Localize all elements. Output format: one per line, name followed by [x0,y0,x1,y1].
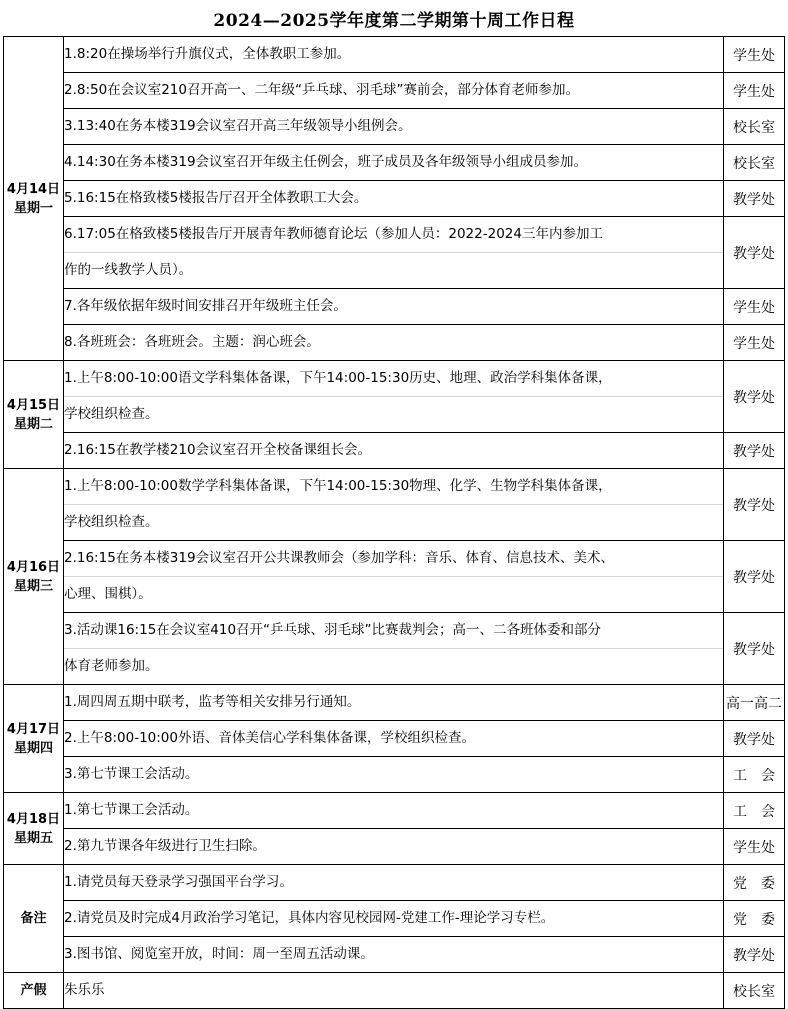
schedule-body [4,37,785,1009]
department-cell: 教学处 [724,937,785,973]
item-text-line: 3.第七节课工会活动。 [64,766,199,782]
schedule-item [64,613,724,685]
schedule-item [64,973,724,1009]
day-date: 4月14日 [6,181,61,197]
day-cell [4,469,64,685]
schedule-item [64,145,724,181]
item-text-line: 6.17:05在格致楼5楼报告厅开展青年教师德育论坛（参加人员：2022-2024三年内参加工 [64,217,723,253]
day-date: 4月15日 [6,397,61,413]
department-cell: 学生处 [724,829,785,865]
page-title: 2024—2025学年度第二学期第十周工作日程 [213,10,575,31]
schedule-item [64,721,724,757]
item-text-line: 2.16:15在教学楼210会议室召开全校备课组长会。 [64,442,372,458]
day-cell [4,793,64,865]
table-row [4,145,785,181]
table-row [4,541,785,613]
schedule-item [64,829,724,865]
schedule-item [64,37,724,73]
item-text-line: 学校组织检查。 [64,514,159,530]
schedule-item [64,361,724,433]
department-cell: 学生处 [724,289,785,325]
day-weekday: 星期一 [13,200,53,216]
department-cell: 教学处 [724,721,785,757]
item-text-line: 2.上午8:00-10:00外语、音体美信心学科集体备课，学校组织检查。 [64,730,475,746]
schedule-item [64,901,724,937]
schedule-item [64,469,724,541]
department-cell: 教学处 [724,217,785,289]
table-row [4,181,785,217]
table-row [4,721,785,757]
day-cell [4,685,64,793]
table-row [4,73,785,109]
table-row [4,613,785,685]
item-text-line: 1.8:20在操场举行升旗仪式，全体教职工参加。 [64,46,351,62]
table-row [4,793,785,829]
day-date: 产假 [20,983,47,998]
table-row [4,901,785,937]
table-row [4,469,785,541]
item-text-line: 2.16:15在务本楼319会议室召开公共课教师会（参加学科：音乐、体育、信息技术、美术、 [64,541,723,577]
item-text-line: 3.图书馆、阅览室开放，时间：周一至周五活动课。 [64,946,374,962]
item-text-line: 朱乐乐 [64,982,105,998]
day-cell [4,361,64,469]
item-text-line: 1.上午8:00-10:00语文学科集体备课，下午14:00-15:30历史、地理、政治学科集体备课， [64,361,723,397]
item-text-line: 8.各班班会：各班班会。主题：润心班会。 [64,334,320,350]
day-cell [4,865,64,973]
schedule-item [64,181,724,217]
day-date: 备注 [20,911,47,926]
day-weekday: 星期三 [13,578,53,594]
table-row [4,361,785,433]
day-date: 4月16日 [6,559,61,575]
department-cell: 高一高二 [724,685,785,721]
item-text-line: 作的一线教学人员）。 [64,262,193,278]
table-row [4,217,785,289]
department-cell: 工 会 [724,757,785,793]
schedule-item [64,433,724,469]
schedule-item [64,541,724,613]
item-text-line: 2.第九节课各年级进行卫生扫除。 [64,838,266,854]
day-weekday: 星期四 [13,740,53,756]
table-row [4,325,785,361]
item-text-line: 1.周四周五期中联考，监考等相关安排另行通知。 [64,694,361,710]
department-cell: 教学处 [724,469,785,541]
table-row [4,829,785,865]
department-cell: 教学处 [724,541,785,613]
table-row [4,433,785,469]
item-text-line: 体育老师参加。 [64,658,159,674]
item-text-line: 1.请党员每天登录学习强国平台学习。 [64,874,293,890]
schedule-table [3,36,785,1009]
day-cell [4,973,64,1009]
day-weekday: 星期五 [13,830,53,846]
schedule-item [64,793,724,829]
item-text-line: 3.13:40在务本楼319会议室召开高三年级领导小组例会。 [64,118,412,134]
table-row [4,289,785,325]
item-text-line: 1.第七节课工会活动。 [64,802,199,818]
item-text-line: 1.上午8:00-10:00数学学科集体备课，下午14:00-15:30物理、化学、生物学科集体备课， [64,469,723,505]
schedule-item [64,865,724,901]
day-date: 4月18日 [6,811,61,827]
item-text-line: 心理、围棋）。 [64,586,152,602]
item-text-line: 4.14:30在务本楼319会议室召开年级主任例会，班子成员及各年级领导小组成员参加。 [64,154,588,170]
item-text-line: 2.请党员及时完成4月政治学习笔记，具体内容见校园网-党建工作-理论学习专栏。 [64,910,555,926]
table-row [4,865,785,901]
schedule-item [64,757,724,793]
department-cell: 校长室 [724,145,785,181]
schedule-item [64,325,724,361]
table-row [4,37,785,73]
department-cell: 学生处 [724,37,785,73]
day-cell [4,37,64,361]
item-text-line: 5.16:15在格致楼5楼报告厅召开全体教职工大会。 [64,190,368,206]
department-cell: 工 会 [724,793,785,829]
department-cell: 教学处 [724,613,785,685]
item-text-line: 2.8:50在会议室210召开高一、二年级“乒乓球、羽毛球”赛前会，部分体育老师参加。 [64,82,579,98]
schedule-item [64,109,724,145]
item-text-line: 3.活动课16:15在会议室410召开“乒乓球、羽毛球”比赛裁判会；高一、二各班体委和部分 [64,613,723,649]
table-row [4,757,785,793]
day-date: 4月17日 [6,721,61,737]
department-cell: 教学处 [724,433,785,469]
schedule-item [64,685,724,721]
table-row [4,109,785,145]
table-row [4,937,785,973]
department-cell: 党 委 [724,865,785,901]
schedule-item [64,289,724,325]
department-cell: 教学处 [724,361,785,433]
table-row [4,685,785,721]
department-cell: 校长室 [724,109,785,145]
department-cell: 学生处 [724,73,785,109]
schedule-item [64,937,724,973]
table-row [4,973,785,1009]
department-cell: 党 委 [724,901,785,937]
department-cell: 教学处 [724,181,785,217]
schedule-item [64,217,724,289]
day-weekday: 星期二 [13,416,53,432]
schedule-item [64,73,724,109]
item-text-line: 7.各年级依据年级时间安排召开年级班主任会。 [64,298,347,314]
department-cell: 校长室 [724,973,785,1009]
department-cell: 学生处 [724,325,785,361]
item-text-line: 学校组织检查。 [64,406,159,422]
